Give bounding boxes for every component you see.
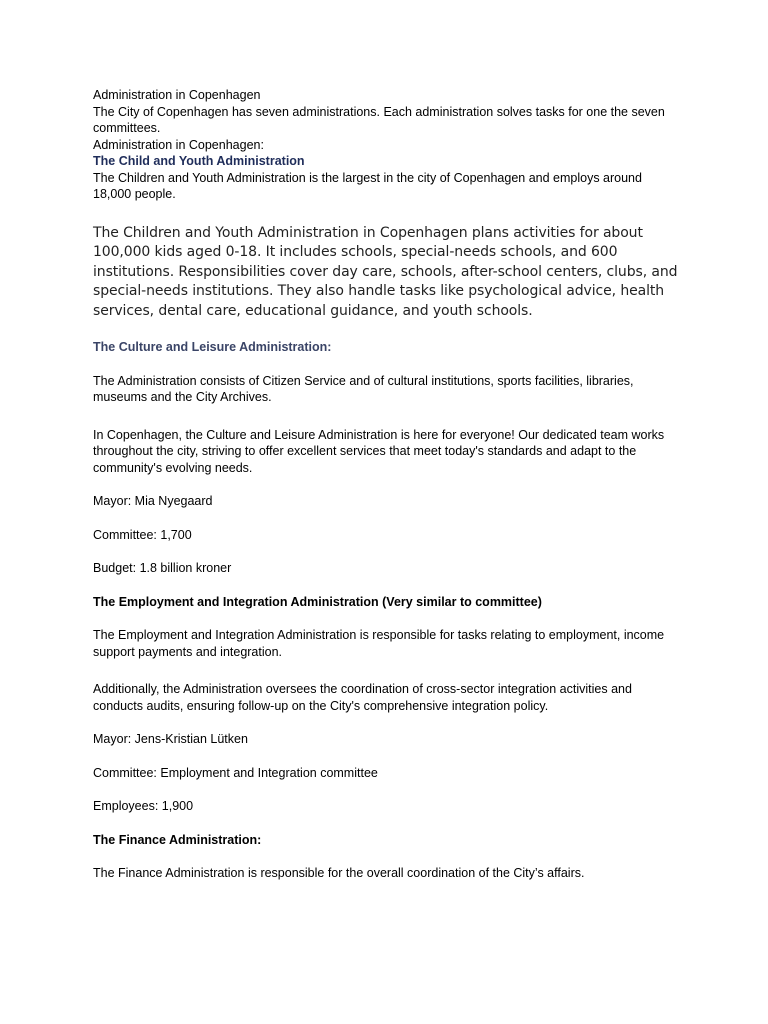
employment-integration-committee: Committee: Employment and Integration committee — [93, 765, 378, 780]
culture-leisure-committee: Committee: 1,700 — [93, 527, 192, 542]
culture-leisure-budget: Budget: 1.8 billion kroner — [93, 561, 232, 575]
employment-integration-paragraph-1: The Employment and Integration Administration is responsible for tasks relating to employment, income support payments and integration. — [93, 628, 665, 659]
document-page — [93, 87, 683, 882]
intro-paragraph: The City of Copenhagen has seven administrations. Each administration solves tasks for one the seven committees. — [93, 104, 665, 135]
finance-paragraph: The Finance Administration is responsible for the overall coordination of the City’s affairs. — [93, 866, 585, 880]
child-youth-heading: The Child and Youth Administration — [93, 154, 305, 168]
employment-integration-paragraph-2: Additionally, the Administration oversees the coordination of cross-sector integration activities and conducts audits, ensuring follow-up on the City's comprehensive integration policy. — [93, 682, 632, 713]
finance-heading: The Finance Administration: — [93, 832, 262, 847]
child-youth-summary: The Children and Youth Administration is the largest in the city of Copenhagen and employs around 18,000 people. — [93, 170, 642, 201]
employment-integration-employees: Employees: 1,900 — [93, 799, 194, 813]
culture-leisure-mayor: Mayor: Mia Nyegaard — [93, 494, 213, 508]
culture-leisure-paragraph-2: In Copenhagen, the Culture and Leisure Administration is here for everyone! Our dedicated team works throughout the city, striving to offer excellent services that meet today's standards and adapt to the community's evolving needs. — [93, 427, 665, 475]
culture-leisure-heading: The Culture and Leisure Administration: — [93, 340, 332, 354]
child-youth-detail: The Children and Youth Administration in Copenhagen plans activities for about 100,000 kids aged 0-18. It includes schools, special-needs schools, and 600 institutions. Responsibilities cover day care, schools, after-school centers, clubs, and special-needs institutions. They also handle tasks like psychological advice, health services, dental care, educational guidance, and youth schools. — [93, 224, 678, 319]
document-title: Administration in Copenhagen — [93, 88, 261, 102]
employment-integration-mayor: Mayor: Jens-Kristian Lütken — [93, 732, 248, 746]
culture-leisure-paragraph-1: The Administration consists of Citizen Service and of cultural institutions, sports facilities, libraries, museums and the City Archives. — [93, 373, 634, 404]
employment-integration-heading: The Employment and Integration Administration (Very similar to committee) — [93, 594, 542, 609]
intro-subtitle: Administration in Copenhagen: — [93, 137, 264, 152]
